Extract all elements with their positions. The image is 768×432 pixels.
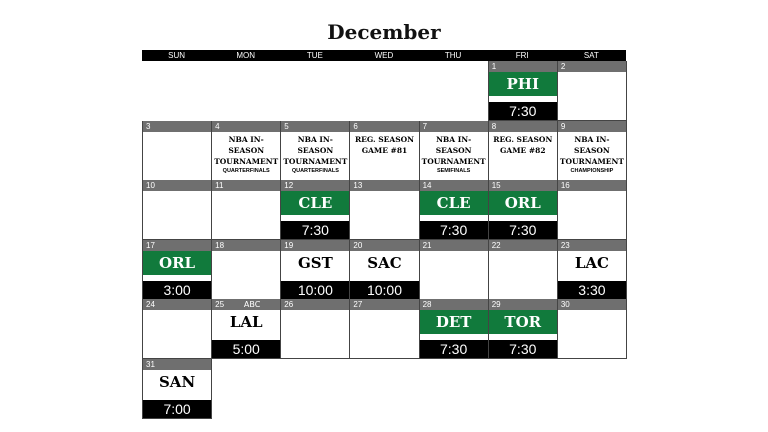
- day-number: 17: [143, 240, 211, 251]
- day-number: 12: [281, 180, 349, 191]
- day-cell: [142, 180, 212, 240]
- day-number: 18: [212, 240, 280, 251]
- opponent-label: ORL: [143, 251, 211, 275]
- day-cell: [488, 180, 558, 240]
- day-number: 11: [212, 180, 280, 191]
- event-note: [489, 134, 557, 156]
- day-cell: [488, 61, 558, 121]
- event-note-subtitle: QUARTERFINALS: [291, 167, 339, 174]
- day-cell: [557, 121, 627, 181]
- day-cell: [280, 121, 350, 181]
- weekday-thu: THU: [444, 51, 462, 60]
- day-number: 15: [489, 180, 557, 191]
- game-time: 10:00: [350, 281, 418, 299]
- day-number: 8: [489, 121, 557, 132]
- day-number: 28: [420, 299, 488, 310]
- day-number: 30: [558, 299, 626, 310]
- day-number: 19: [281, 240, 349, 251]
- event-note: [350, 134, 418, 156]
- day-cell: [419, 121, 489, 181]
- game-time: 7:30: [489, 102, 557, 120]
- day-cell: [557, 240, 627, 300]
- weekday-header: [142, 50, 626, 61]
- opponent-label: LAC: [574, 253, 609, 272]
- opponent-label: SAN: [158, 373, 196, 391]
- event-note-title: REG. SEASON GAME #81: [354, 134, 415, 155]
- day-number: 25: [212, 299, 280, 310]
- opponent-label: SAC: [367, 253, 402, 272]
- game-time: 7:30: [489, 221, 557, 239]
- day-cell: [557, 299, 627, 359]
- day-number: 21: [420, 240, 488, 251]
- day-cell: [211, 299, 281, 359]
- day-cell: [142, 359, 212, 419]
- day-cell: [349, 299, 419, 359]
- calendar-title: December: [327, 20, 441, 44]
- day-cell: [557, 180, 627, 240]
- opponent-label: CLE: [281, 191, 349, 215]
- day-number: 22: [489, 240, 557, 251]
- weekday-tue: TUE: [306, 51, 323, 60]
- day-cell: [349, 121, 419, 181]
- weekday-fri: FRI: [515, 51, 529, 60]
- day-cell: [142, 121, 212, 181]
- day-number: 31: [143, 359, 211, 370]
- event-note: [281, 134, 349, 175]
- game-time: 10:00: [281, 281, 349, 299]
- day-number: 29: [489, 299, 557, 310]
- weekday-wed: WED: [374, 51, 394, 60]
- game-time: 5:00: [212, 340, 280, 358]
- day-cell: [557, 61, 627, 121]
- day-number: 24: [143, 299, 211, 310]
- day-number: 4: [212, 121, 280, 132]
- day-cell: [211, 240, 281, 300]
- game-time: 7:30: [420, 221, 488, 239]
- day-cell: [142, 240, 212, 300]
- day-cell: [419, 180, 489, 240]
- day-cell: [349, 240, 419, 300]
- day-cell: [211, 180, 281, 240]
- game-time: 7:30: [420, 340, 488, 358]
- event-note-subtitle: CHAMPIONSHIP: [570, 167, 614, 174]
- day-number: 7: [420, 121, 488, 132]
- day-number: 13: [350, 180, 418, 191]
- day-number: 5: [281, 121, 349, 132]
- event-note-title: NBA IN-SEASON TOURNAMENT: [214, 134, 279, 166]
- weekday-sat: SAT: [583, 51, 599, 60]
- day-cell: [488, 240, 558, 300]
- event-note: [558, 134, 626, 175]
- day-number: 20: [350, 240, 418, 251]
- weekday-sun: SUN: [168, 51, 185, 60]
- day-cell: [488, 121, 558, 181]
- day-number: 9: [558, 121, 626, 132]
- game-time: 3:00: [143, 281, 211, 299]
- day-cell: [280, 240, 350, 300]
- day-cell: [419, 240, 489, 300]
- event-note: [420, 134, 488, 175]
- opponent-label: LAL: [229, 313, 263, 332]
- day-cell: [211, 121, 281, 181]
- day-number: 6: [350, 121, 418, 132]
- broadcast-label: ABC: [243, 300, 261, 310]
- event-note: [212, 134, 280, 175]
- event-note-subtitle: QUARTERFINALS: [222, 167, 270, 174]
- game-time: 7:30: [489, 340, 557, 358]
- weekday-mon: MON: [236, 51, 256, 60]
- opponent-label: TOR: [489, 310, 557, 334]
- day-number: 10: [143, 180, 211, 191]
- event-note-subtitle: SEMIFINALS: [436, 167, 471, 174]
- day-number: 2: [558, 61, 626, 72]
- event-note-title: REG. SEASON GAME #82: [493, 134, 553, 155]
- day-cell: [488, 299, 558, 359]
- day-number: 23: [558, 240, 626, 251]
- day-number: 26: [281, 299, 349, 310]
- opponent-label: PHI: [489, 72, 557, 96]
- day-cell: [349, 180, 419, 240]
- opponent-label: ORL: [489, 191, 557, 215]
- opponent-label: DET: [420, 310, 488, 334]
- opponent-label: GST: [297, 253, 333, 272]
- day-number: 3: [143, 121, 211, 132]
- game-time: 7:30: [281, 221, 349, 239]
- opponent-label: CLE: [420, 191, 488, 215]
- day-number: 14: [420, 180, 488, 191]
- day-cell: [280, 180, 350, 240]
- event-note-title: NBA IN-SEASON TOURNAMENT: [283, 134, 348, 166]
- day-cell: [280, 299, 350, 359]
- game-time: 7:00: [143, 400, 211, 418]
- day-cell: [142, 299, 212, 359]
- day-number: 16: [558, 180, 626, 191]
- event-note-title: NBA IN-SEASON TOURNAMENT: [421, 134, 486, 166]
- day-number: 27: [350, 299, 418, 310]
- day-cell: [419, 299, 489, 359]
- event-note-title: NBA IN-SEASON TOURNAMENT: [559, 134, 624, 166]
- game-time: 3:30: [558, 281, 626, 299]
- day-number: 1: [489, 61, 557, 72]
